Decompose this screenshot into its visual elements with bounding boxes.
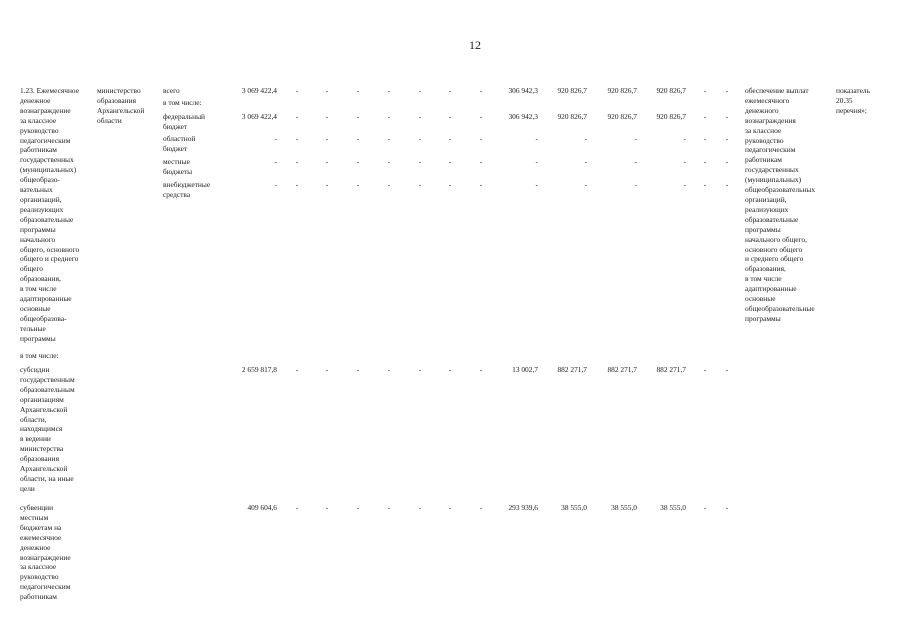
- empty-cell-dash: -: [325, 180, 329, 189]
- amount-2020: 293 939,6: [508, 503, 538, 512]
- measure-name-line: вательных: [20, 185, 53, 195]
- empty-cell-dash: -: [325, 134, 329, 143]
- amount-2021: 38 555,0: [561, 503, 587, 512]
- total-amount: -: [274, 134, 277, 143]
- executor-line: Архангельской: [97, 105, 145, 115]
- amount-2023: 920 826,7: [656, 112, 686, 121]
- expected-result: [745, 86, 815, 324]
- total-amount: 2 659 817,8: [241, 365, 277, 374]
- empty-cell-dash: -: [703, 86, 707, 95]
- amount-2022: -: [634, 157, 637, 166]
- measure-name: [20, 86, 79, 344]
- expected-result-line: основного общего: [745, 244, 803, 254]
- subsidy-state-label-line: государственным: [20, 374, 75, 384]
- amount-2020: -: [535, 180, 538, 189]
- empty-cell-dash: -: [325, 365, 329, 374]
- empty-cell-dash: -: [418, 503, 422, 512]
- including-label: в том числе:: [20, 351, 59, 360]
- measure-name-line: реализующих: [20, 204, 64, 214]
- amount-2022: 920 826,7: [607, 86, 637, 95]
- subsidy-state-label: [20, 365, 75, 494]
- target-indicator-line: 20.35: [836, 95, 853, 105]
- empty-cell-dash: -: [356, 112, 360, 121]
- total-amount: -: [274, 180, 277, 189]
- expected-result-line: организаций,: [745, 194, 787, 204]
- subvention-local-label-line: денежное: [20, 542, 51, 552]
- measure-name-line: начального: [20, 234, 56, 244]
- measure-name-line: за классное: [20, 115, 57, 125]
- amount-2022: -: [634, 180, 637, 189]
- funding-source-line: федеральный: [163, 112, 205, 121]
- measure-name-line: программы: [20, 224, 56, 234]
- total-amount: -: [274, 157, 277, 166]
- empty-cell-dash: -: [295, 503, 299, 512]
- measure-name-line: общеобразова-: [20, 313, 67, 323]
- expected-result-line: в том числе: [745, 274, 782, 284]
- amount-2023: -: [683, 157, 686, 166]
- subvention-local-label: [20, 503, 71, 602]
- empty-cell-dash: -: [448, 157, 452, 166]
- expected-result-line: общеобразовательные: [745, 303, 815, 313]
- empty-cell-dash: -: [387, 86, 391, 95]
- subsidy-state-label-line: образования: [20, 454, 59, 464]
- subvention-local-label-line: субвенции: [20, 503, 54, 512]
- funding-source: [163, 157, 192, 177]
- empty-cell-dash: -: [479, 134, 483, 143]
- expected-result-line: денежного: [745, 105, 779, 115]
- empty-cell-dash: -: [725, 86, 729, 95]
- expected-result-line: образования,: [745, 264, 786, 274]
- empty-cell-dash: -: [356, 134, 360, 143]
- empty-cell-dash: -: [479, 365, 483, 374]
- amount-2022: 38 555,0: [611, 503, 637, 512]
- expected-result-line: вознаграждения: [745, 115, 796, 125]
- subsidy-state-label-line: в ведении: [20, 434, 51, 444]
- empty-cell-dash: -: [325, 112, 329, 121]
- empty-cell-dash: -: [479, 180, 483, 189]
- measure-name-line: образования,: [20, 274, 61, 284]
- target-indicator: [836, 86, 870, 116]
- subvention-local-label-line: за классное: [20, 562, 57, 572]
- funding-source: [163, 180, 210, 200]
- empty-cell-dash: -: [448, 112, 452, 121]
- measure-name-line: основные: [20, 303, 51, 313]
- target-indicator-line: перечня»;: [836, 105, 867, 115]
- empty-cell-dash: -: [725, 157, 729, 166]
- expected-result-line: руководство: [745, 135, 784, 145]
- expected-result-line: общеобразовательных: [745, 185, 816, 195]
- empty-cell-dash: -: [448, 365, 452, 374]
- measure-name-line: руководство: [20, 125, 59, 135]
- funding-source-line: внебюджетные: [163, 180, 211, 189]
- measure-name-line: в том числе: [20, 284, 57, 294]
- expected-result-line: обеспечение выплат: [745, 86, 809, 95]
- amount-2020: 306 942,3: [508, 112, 538, 121]
- subsidy-state-label-line: цели: [20, 483, 35, 493]
- empty-cell-dash: -: [356, 503, 360, 512]
- expected-result-line: программы: [745, 224, 781, 234]
- empty-cell-dash: -: [703, 134, 707, 143]
- expected-result-line: педагогическим: [745, 145, 796, 155]
- empty-cell-dash: -: [448, 503, 452, 512]
- empty-cell-dash: -: [325, 503, 329, 512]
- funding-source-line: в том числе:: [163, 98, 202, 107]
- funding-source-line: бюджет: [163, 121, 188, 131]
- empty-cell-dash: -: [418, 112, 422, 121]
- empty-cell-dash: -: [448, 134, 452, 143]
- subvention-local-label-line: местным: [20, 512, 49, 522]
- empty-cell-dash: -: [418, 365, 422, 374]
- executor: [97, 86, 144, 126]
- measure-name-line: 1.23. Ежемесячное: [20, 86, 79, 95]
- empty-cell-dash: -: [448, 86, 452, 95]
- expected-result-line: адаптированные: [745, 284, 797, 294]
- subvention-local-label-line: вознаграждение: [20, 552, 71, 562]
- amount-2020: 306 942,3: [508, 86, 538, 95]
- empty-cell-dash: -: [448, 180, 452, 189]
- empty-cell-dash: -: [387, 365, 391, 374]
- empty-cell-dash: -: [418, 134, 422, 143]
- subsidy-state-label-line: образовательным: [20, 384, 75, 394]
- measure-name-line: вознаграждение: [20, 105, 71, 115]
- measure-name-line: общего и среднего: [20, 254, 79, 264]
- subsidy-state-label-line: Архангельской: [20, 464, 68, 474]
- measure-name-line: образовательные: [20, 214, 74, 224]
- page-number: 12: [469, 38, 481, 52]
- empty-cell-dash: -: [479, 86, 483, 95]
- empty-cell-dash: -: [387, 112, 391, 121]
- subsidy-state-label-line: организациям: [20, 394, 64, 404]
- subsidy-state-label-line: области, на иные: [20, 473, 74, 483]
- empty-cell-dash: -: [725, 112, 729, 121]
- amount-2021: 920 826,7: [557, 112, 587, 121]
- empty-cell-dash: -: [703, 365, 707, 374]
- funding-source-line: местные: [163, 157, 190, 166]
- executor-line: министерство: [97, 86, 141, 95]
- funding-source-line: всего: [163, 86, 180, 95]
- empty-cell-dash: -: [295, 134, 299, 143]
- subsidy-state-label-line: находящимся: [20, 424, 63, 434]
- subvention-local-label-line: ежемесячное: [20, 532, 62, 542]
- measure-name-line: организаций,: [20, 194, 62, 204]
- amount-2020: -: [535, 157, 538, 166]
- funding-source-line: областной: [163, 134, 196, 143]
- subvention-local-label-line: бюджетам на: [20, 522, 62, 532]
- empty-cell-dash: -: [725, 180, 729, 189]
- expected-result-line: работникам: [745, 155, 782, 165]
- expected-result-line: (муниципальных): [745, 175, 802, 185]
- measure-name-line: государственных: [20, 155, 74, 165]
- amount-2021: -: [584, 134, 587, 143]
- funding-source-line: бюджеты: [163, 166, 193, 176]
- empty-cell-dash: -: [418, 157, 422, 166]
- expected-result-line: ежемесячного: [745, 95, 790, 105]
- measure-name-line: общего, основного: [20, 244, 80, 254]
- measure-name-line: денежное: [20, 95, 51, 105]
- empty-cell-dash: -: [325, 157, 329, 166]
- amount-2020: 13 002,7: [512, 365, 538, 374]
- empty-cell-dash: -: [295, 86, 299, 95]
- amount-2023: -: [683, 134, 686, 143]
- amount-2020: -: [535, 134, 538, 143]
- empty-cell-dash: -: [725, 503, 729, 512]
- amount-2023: 882 271,7: [656, 365, 686, 374]
- measure-name-line: общеобразо-: [20, 175, 60, 185]
- empty-cell-dash: -: [703, 180, 707, 189]
- empty-cell-dash: -: [295, 180, 299, 189]
- funding-source-line: средства: [163, 189, 191, 199]
- empty-cell-dash: -: [418, 180, 422, 189]
- measure-name-line: педагогическим: [20, 135, 71, 145]
- empty-cell-dash: -: [356, 86, 360, 95]
- empty-cell-dash: -: [479, 503, 483, 512]
- empty-cell-dash: -: [387, 503, 391, 512]
- funding-source: [163, 86, 180, 96]
- empty-cell-dash: -: [387, 157, 391, 166]
- subsidy-state-label-line: области,: [20, 414, 47, 424]
- target-indicator-line: показатель: [836, 86, 870, 95]
- empty-cell-dash: -: [703, 157, 707, 166]
- measure-name-line: адаптированные: [20, 294, 72, 304]
- amount-2022: 882 271,7: [607, 365, 637, 374]
- subsidy-state-label-line: субсидии: [20, 365, 50, 374]
- subvention-local-label-line: руководство: [20, 572, 59, 582]
- expected-result-line: и среднего общего: [745, 254, 804, 264]
- amount-2023: -: [683, 180, 686, 189]
- executor-line: области: [97, 115, 122, 125]
- expected-result-line: за классное: [745, 125, 782, 135]
- empty-cell-dash: -: [325, 86, 329, 95]
- expected-result-line: начального общего,: [745, 234, 807, 244]
- empty-cell-dash: -: [356, 180, 360, 189]
- subvention-local-label-line: работникам: [20, 592, 57, 602]
- executor-line: образования: [97, 95, 136, 105]
- amount-2023: 38 555,0: [660, 503, 686, 512]
- empty-cell-dash: -: [703, 503, 707, 512]
- measure-name-line: общего: [20, 264, 43, 274]
- empty-cell-dash: -: [703, 112, 707, 121]
- empty-cell-dash: -: [479, 157, 483, 166]
- empty-cell-dash: -: [479, 112, 483, 121]
- amount-2021: -: [584, 157, 587, 166]
- funding-source: [163, 134, 195, 154]
- empty-cell-dash: -: [356, 157, 360, 166]
- empty-cell-dash: -: [725, 134, 729, 143]
- measure-name-line: программы: [20, 333, 56, 343]
- empty-cell-dash: -: [295, 157, 299, 166]
- total-amount: 3 069 422,4: [241, 86, 277, 95]
- empty-cell-dash: -: [387, 180, 391, 189]
- subsidy-state-label-line: Архангельской: [20, 404, 68, 414]
- expected-result-line: программы: [745, 313, 781, 323]
- measure-name-line: тельные: [20, 323, 46, 333]
- empty-cell-dash: -: [295, 112, 299, 121]
- empty-cell-dash: -: [387, 134, 391, 143]
- funding-source-line: бюджет: [163, 143, 188, 153]
- total-amount: 3 069 422,4: [241, 112, 277, 121]
- amount-2022: -: [634, 134, 637, 143]
- funding-source: [163, 112, 205, 132]
- subsidy-state-label-line: министерства: [20, 444, 64, 454]
- amount-2021: 920 826,7: [557, 86, 587, 95]
- subvention-local-label-line: педагогическим: [20, 582, 71, 592]
- amount-2022: 920 826,7: [607, 112, 637, 121]
- amount-2021: -: [584, 180, 587, 189]
- measure-name-line: (муниципальных): [20, 165, 77, 175]
- measure-name-line: работникам: [20, 145, 57, 155]
- expected-result-line: реализующих: [745, 204, 789, 214]
- amount-2023: 920 826,7: [656, 86, 686, 95]
- empty-cell-dash: -: [418, 86, 422, 95]
- empty-cell-dash: -: [295, 365, 299, 374]
- amount-2021: 882 271,7: [557, 365, 587, 374]
- empty-cell-dash: -: [725, 365, 729, 374]
- empty-cell-dash: -: [356, 365, 360, 374]
- total-amount: 409 604,6: [247, 503, 277, 512]
- expected-result-line: основные: [745, 294, 776, 304]
- funding-source: [163, 98, 202, 108]
- expected-result-line: государственных: [745, 165, 799, 175]
- expected-result-line: образовательные: [745, 214, 799, 224]
